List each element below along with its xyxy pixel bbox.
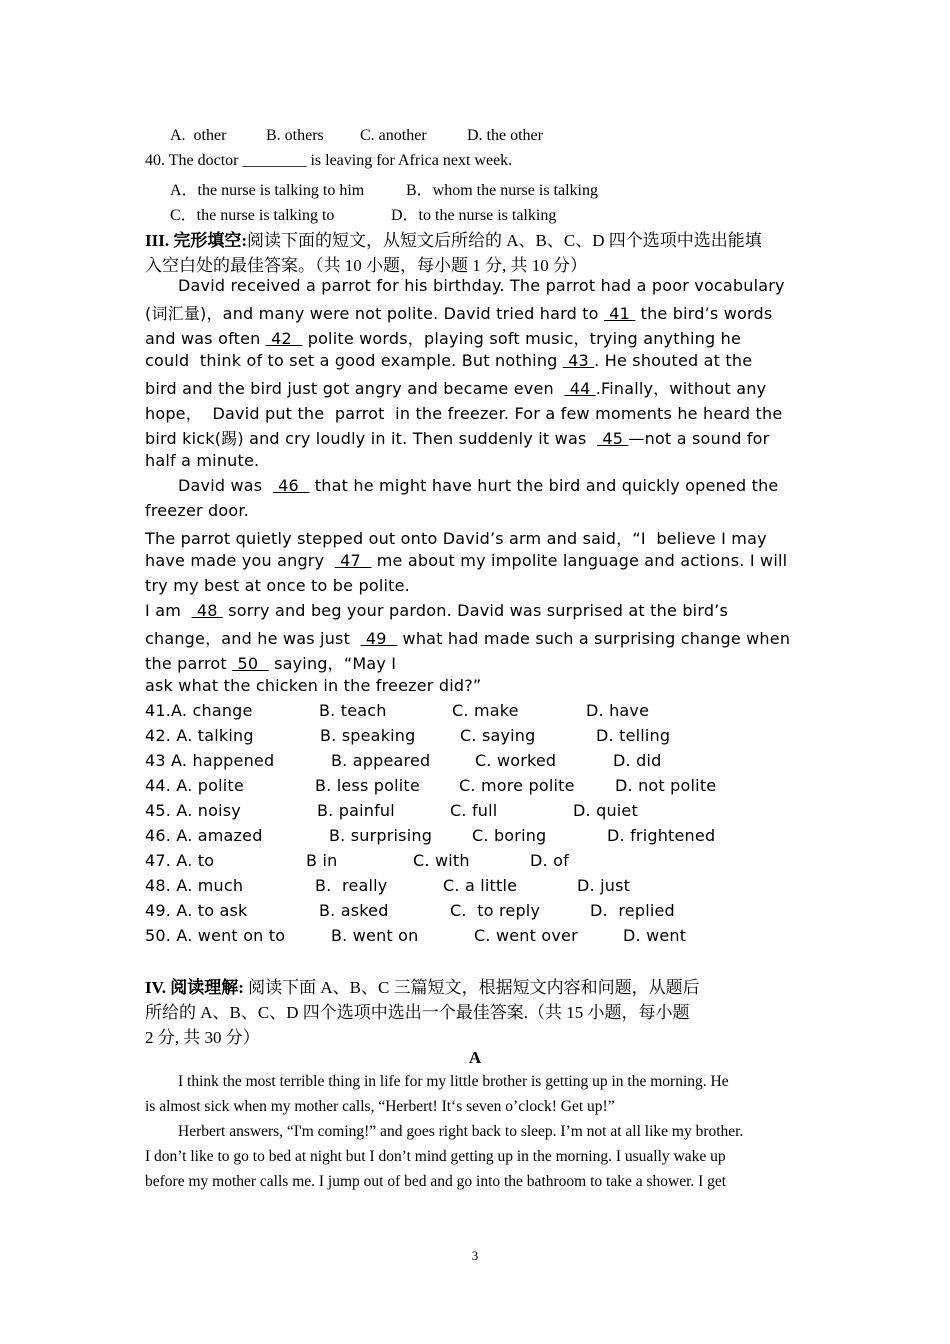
q39-option-c: C. another: [360, 127, 427, 144]
passage-text: that he might have hurt the bird and quickly opened the: [309, 476, 779, 495]
passage-text: change，and he was just: [145, 629, 361, 648]
option-c: C. boring: [472, 826, 547, 845]
option-b: B in: [306, 851, 338, 870]
passage-text: David was: [178, 476, 273, 495]
option-c: C. with: [413, 851, 470, 870]
passage-line: The parrot quietly stepped out onto David’s arm and said，“I believe I may: [145, 529, 767, 548]
passage-line: [145, 651, 396, 674]
passage-line: [145, 426, 769, 449]
option-c: C. more polite: [459, 776, 575, 795]
option-a: 42. A. talking: [145, 726, 254, 745]
option-b: B. surprising: [329, 826, 433, 845]
section4-heading-rest: 阅读下面 A、B、C 三篇短文，根据短文内容和问题，从题后: [243, 978, 700, 997]
q39-option-a: A. other: [170, 127, 227, 144]
passage-text: what had made such a surprising change when: [397, 629, 791, 648]
passage-text: . He shouted at the: [594, 351, 753, 370]
passage-line: [145, 301, 772, 324]
section4-heading: [145, 973, 700, 998]
blank-49: 49: [360, 629, 398, 648]
option-d: D. replied: [590, 901, 675, 920]
option-row-44: [0, 776, 950, 800]
q40-option-d: D．to the nurse is talking: [391, 207, 557, 224]
passage-a-line: is almost sick when my mother calls, “Herbert! It‘s seven o’clock! Get up!”: [145, 1098, 615, 1115]
option-b: B. less polite: [315, 776, 420, 795]
q39-option-b: B. others: [266, 127, 324, 144]
option-a: 47. A. to: [145, 851, 215, 870]
passage-text: have made you angry: [145, 551, 335, 570]
passage-line: [178, 476, 778, 495]
passage-text: sorry and beg your pardon. David was surprised at the bird’s: [222, 601, 729, 620]
passage-line: [145, 326, 741, 349]
passage-line: [145, 551, 787, 570]
option-c: C. a little: [443, 876, 518, 895]
option-d: D. frightened: [607, 826, 716, 845]
option-b: B. really: [315, 876, 388, 895]
section3-heading-bold: III. 完形填空:: [145, 231, 248, 250]
passage-text: the parrot: [145, 654, 233, 673]
option-c: C. worked: [475, 751, 557, 770]
passage-line: David received a parrot for his birthday. The parrot had a poor vocabulary: [178, 276, 785, 295]
passage-line: try my best at once to be polite.: [145, 576, 410, 595]
option-c: C. to reply: [450, 901, 541, 920]
blank-45: 45: [597, 429, 629, 448]
option-a: 41.A. change: [145, 701, 253, 720]
passage-text: polite words，playing soft music，trying anything he: [302, 329, 742, 348]
option-d: D. just: [577, 876, 631, 895]
q40-option-c: C．the nurse is talking to: [170, 207, 335, 224]
option-d: D. have: [586, 701, 650, 720]
passage-line: ask what the chicken in the freezer did?”: [145, 676, 482, 695]
option-c: C. make: [452, 701, 519, 720]
passage-text: (词汇量)，and many were not polite. David tried hard to: [145, 304, 604, 323]
section3-heading: [145, 226, 762, 251]
q39-options: [0, 127, 950, 151]
q40-stem: 40. The doctor ________ is leaving for Africa next week.: [145, 152, 513, 169]
passage-text: I am: [145, 601, 192, 620]
passage-text: .Finally，without any: [595, 379, 767, 398]
passage-text: and was often: [145, 329, 266, 348]
passage-a-line: I don’t like to go to bed at night but I don’t mind getting up in the morning. I usually wake up: [145, 1148, 726, 1165]
option-row-41: [0, 701, 950, 725]
option-a: 48. A. much: [145, 876, 244, 895]
passage-a-line: I think the most terrible thing in life for my little brother is getting up in the morning. He: [178, 1073, 729, 1090]
blank-43: 43: [562, 351, 595, 370]
option-c: C. full: [450, 801, 498, 820]
option-row-42: [0, 726, 950, 750]
q40-option-b: B．whom the nurse is talking: [406, 182, 598, 199]
blank-42: 42: [265, 329, 303, 348]
option-row-50: [0, 926, 950, 950]
blank-50: 50: [232, 654, 269, 673]
passage-a-line: before my mother calls me. I jump out of bed and go into the bathroom to take a shower. I get: [145, 1173, 727, 1190]
option-b: B. speaking: [320, 726, 416, 745]
option-row-48: [0, 876, 950, 900]
blank-48: 48: [191, 601, 223, 620]
option-b: B. went on: [331, 926, 419, 945]
passage-line: [145, 601, 728, 620]
option-d: D. went: [623, 926, 687, 945]
passage-text: saying，“May I: [268, 654, 397, 673]
page-number: 3: [471, 1248, 479, 1263]
blank-41: 41: [603, 304, 636, 323]
option-b: B. appeared: [331, 751, 431, 770]
passage-text: me about my impolite language and actions. I will: [371, 551, 788, 570]
option-d: D. quiet: [573, 801, 638, 820]
passage-a-line: Herbert answers, “I'm coming!” and goes right back to sleep. I’m not at all like my brother.: [178, 1123, 744, 1140]
option-d: D. telling: [596, 726, 671, 745]
option-row-45: [0, 801, 950, 825]
option-d: D. of: [530, 851, 569, 870]
blank-47: 47: [334, 551, 372, 570]
section3-heading-rest: 阅读下面的短文，从短文后所给的 A、B、C、D 四个选项中选出能填: [247, 231, 762, 250]
passage-text: could think of to set a good example. But nothing: [145, 351, 563, 370]
blank-46: 46: [272, 476, 310, 495]
q39-option-d: D. the other: [467, 127, 543, 144]
section4-heading-bold: IV. 阅读理解:: [145, 978, 244, 997]
option-a: 43 A. happened: [145, 751, 275, 770]
passage-line: hope， David put the parrot in the freezer. For a few moments he heard the: [145, 404, 783, 423]
option-a: 50. A. went on to: [145, 926, 286, 945]
passage-text: bird and the bird just got angry and became even: [145, 379, 565, 398]
section3-heading-line2: 入空白处的最佳答案。（共 10 小题，每小题 1 分, 共 10 分）: [145, 256, 587, 275]
option-row-46: [0, 826, 950, 850]
option-a: 46. A. amazed: [145, 826, 263, 845]
option-row-43: [0, 751, 950, 775]
section4-heading-line2: 所给的 A、B、C、D 四个选项中选出一个最佳答案.（共 15 小题，每小题: [145, 1003, 690, 1022]
option-a: 44. A. polite: [145, 776, 244, 795]
q40-option-a: A．the nurse is talking to him: [170, 182, 365, 199]
option-a: 45. A. noisy: [145, 801, 241, 820]
option-c: C. went over: [474, 926, 578, 945]
passage-text: bird kick(踢) and cry loudly in it. Then suddenly it was: [145, 429, 598, 448]
q40-options-row1: [0, 177, 950, 201]
passage-a-title: A: [468, 1048, 482, 1067]
option-row-47: [0, 851, 950, 875]
option-b: B. asked: [319, 901, 389, 920]
passage-line: [145, 351, 752, 370]
passage-line: [145, 376, 766, 399]
passage-line: freezer door.: [145, 501, 249, 520]
option-c: C. saying: [460, 726, 536, 745]
passage-text: —not a sound for: [628, 429, 770, 448]
option-b: B. teach: [319, 701, 387, 720]
passage-line: half a minute.: [145, 451, 260, 470]
option-a: 49. A. to ask: [145, 901, 248, 920]
passage-line: [145, 626, 790, 649]
option-row-49: [0, 901, 950, 925]
option-b: B. painful: [317, 801, 395, 820]
blank-44: 44: [564, 379, 596, 398]
passage-text: the bird’s words: [635, 304, 773, 323]
option-d: D. not polite: [615, 776, 717, 795]
option-d: D. did: [613, 751, 662, 770]
section4-heading-line3: 2 分, 共 30 分）: [145, 1028, 260, 1047]
q40-options-row2: [0, 202, 950, 226]
